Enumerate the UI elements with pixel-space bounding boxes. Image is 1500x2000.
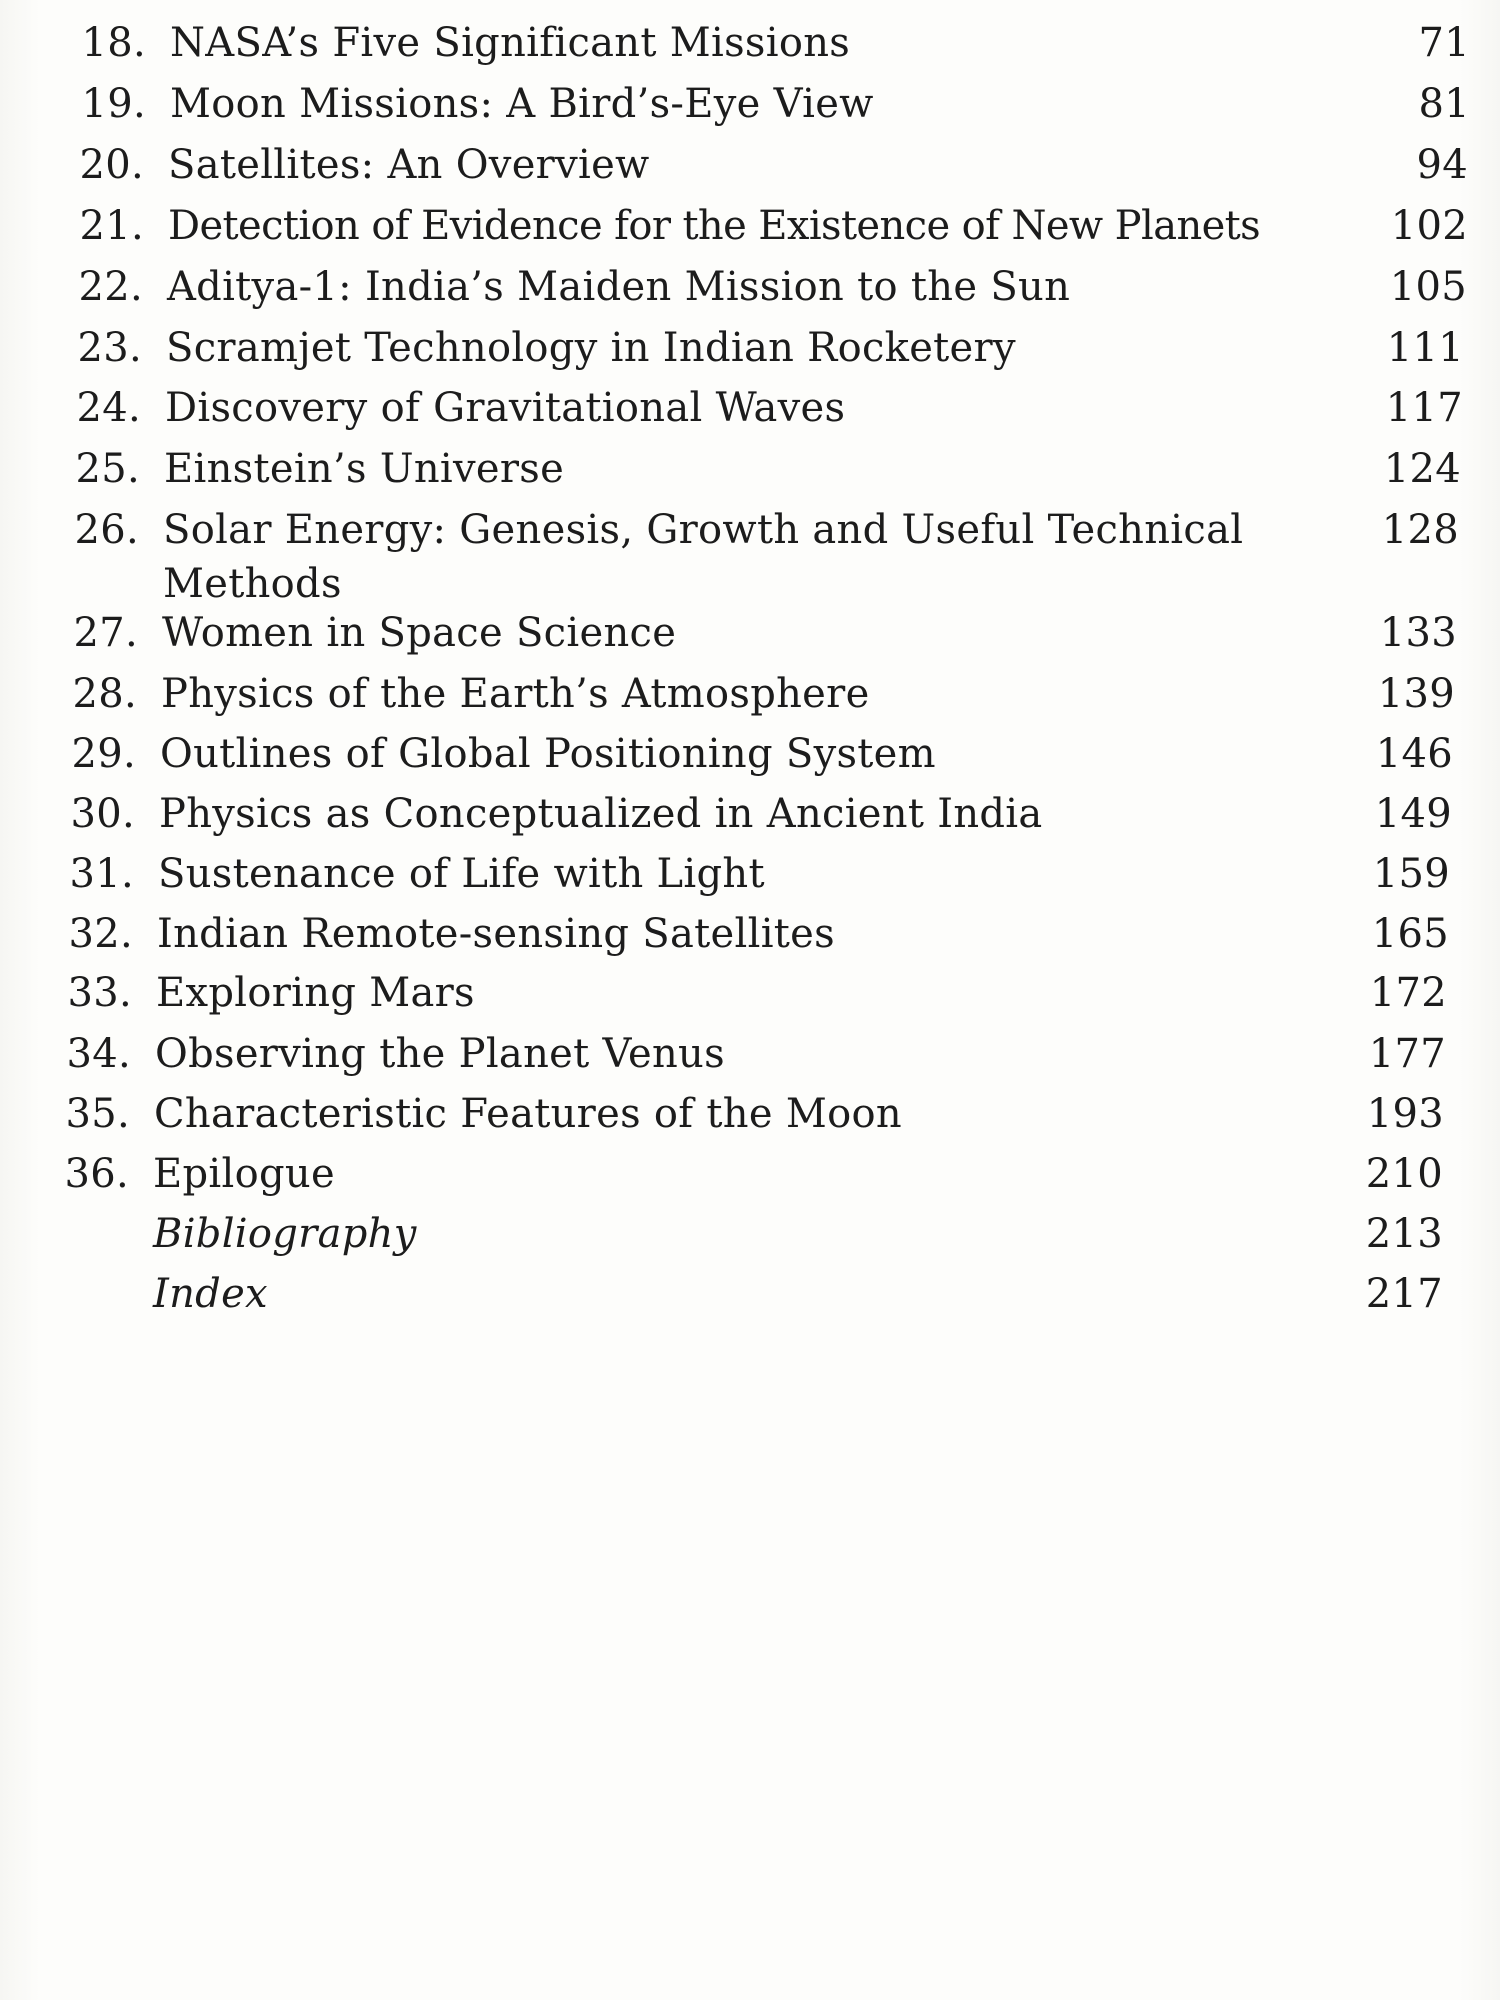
chapter-number: 34. (66, 1031, 131, 1077)
page-number: 217 (1365, 1271, 1443, 1317)
chapter-number: 35. (65, 1091, 130, 1137)
page-number: 71 (1418, 20, 1470, 66)
chapter-title: Discovery of Gravitational Waves (165, 385, 846, 431)
page-number: 193 (1366, 1091, 1444, 1137)
page-number: 165 (1371, 911, 1449, 957)
chapter-title: Characteristic Features of the Moon (154, 1091, 902, 1137)
chapter-number: 36. (64, 1151, 129, 1197)
page-number: 117 (1385, 385, 1463, 431)
page-number: 159 (1372, 851, 1450, 897)
chapter-title-continued: Methods (163, 561, 342, 607)
chapter-number: 21. (79, 203, 144, 249)
page-number: 133 (1379, 610, 1457, 656)
chapter-title: NASA’s Five Significant Missions (170, 20, 851, 66)
page-number: 124 (1383, 446, 1461, 492)
page-number: 111 (1386, 325, 1464, 371)
page-number: 213 (1365, 1211, 1443, 1257)
page-number: 94 (1416, 142, 1468, 188)
page-number: 102 (1390, 203, 1468, 249)
chapter-title: Einstein’s Universe (164, 446, 565, 492)
chapter-number: 19. (81, 81, 146, 127)
chapter-title: Solar Energy: Genesis, Growth and Useful Technical (163, 507, 1244, 553)
page-number: 128 (1381, 507, 1459, 553)
chapter-number: 29. (71, 731, 136, 777)
chapter-number: 31. (69, 851, 134, 897)
chapter-title: Epilogue (153, 1151, 335, 1197)
chapter-title: Aditya-1: India’s Maiden Mission to the Sun (167, 264, 1071, 310)
page-number: 139 (1377, 671, 1455, 717)
page-number: 149 (1374, 791, 1452, 837)
chapter-title: Scramjet Technology in Indian Rocketery (166, 325, 1016, 371)
chapter-title: Outlines of Global Positioning System (160, 731, 936, 777)
page-number: 177 (1368, 1031, 1446, 1077)
chapter-title: Physics of the Earth’s Atmosphere (161, 671, 870, 717)
chapter-number: 26. (74, 507, 139, 553)
chapter-title: Index (153, 1271, 268, 1317)
chapter-number: 25. (75, 446, 140, 492)
chapter-title: Indian Remote-sensing Satellites (157, 911, 835, 957)
chapter-title: Bibliography (153, 1211, 417, 1257)
chapter-number: 24. (76, 385, 141, 431)
chapter-number: 27. (73, 610, 138, 656)
chapter-title: Moon Missions: A Bird’s-Eye View (170, 81, 874, 127)
chapter-title: Detection of Evidence for the Existence of New Planets (168, 203, 1261, 249)
chapter-number: 18. (81, 20, 146, 66)
chapter-number: 20. (79, 142, 144, 188)
chapter-title: Exploring Mars (156, 970, 475, 1016)
chapter-number: 30. (70, 791, 135, 837)
page-number: 105 (1389, 264, 1467, 310)
chapter-number: 32. (68, 911, 133, 957)
chapter-title: Women in Space Science (162, 610, 677, 656)
chapter-number: 33. (67, 970, 132, 1016)
chapter-number: 28. (72, 671, 137, 717)
page-number: 146 (1375, 731, 1453, 777)
chapter-number: 22. (78, 264, 143, 310)
chapter-title: Physics as Conceptualized in Ancient India (159, 791, 1043, 837)
chapter-title: Satellites: An Overview (168, 142, 650, 188)
chapter-title: Observing the Planet Venus (155, 1031, 725, 1077)
chapter-number: 23. (77, 325, 142, 371)
chapter-title: Sustenance of Life with Light (158, 851, 765, 897)
page-number: 81 (1418, 81, 1470, 127)
page-number: 210 (1365, 1151, 1443, 1197)
page-number: 172 (1369, 970, 1447, 1016)
